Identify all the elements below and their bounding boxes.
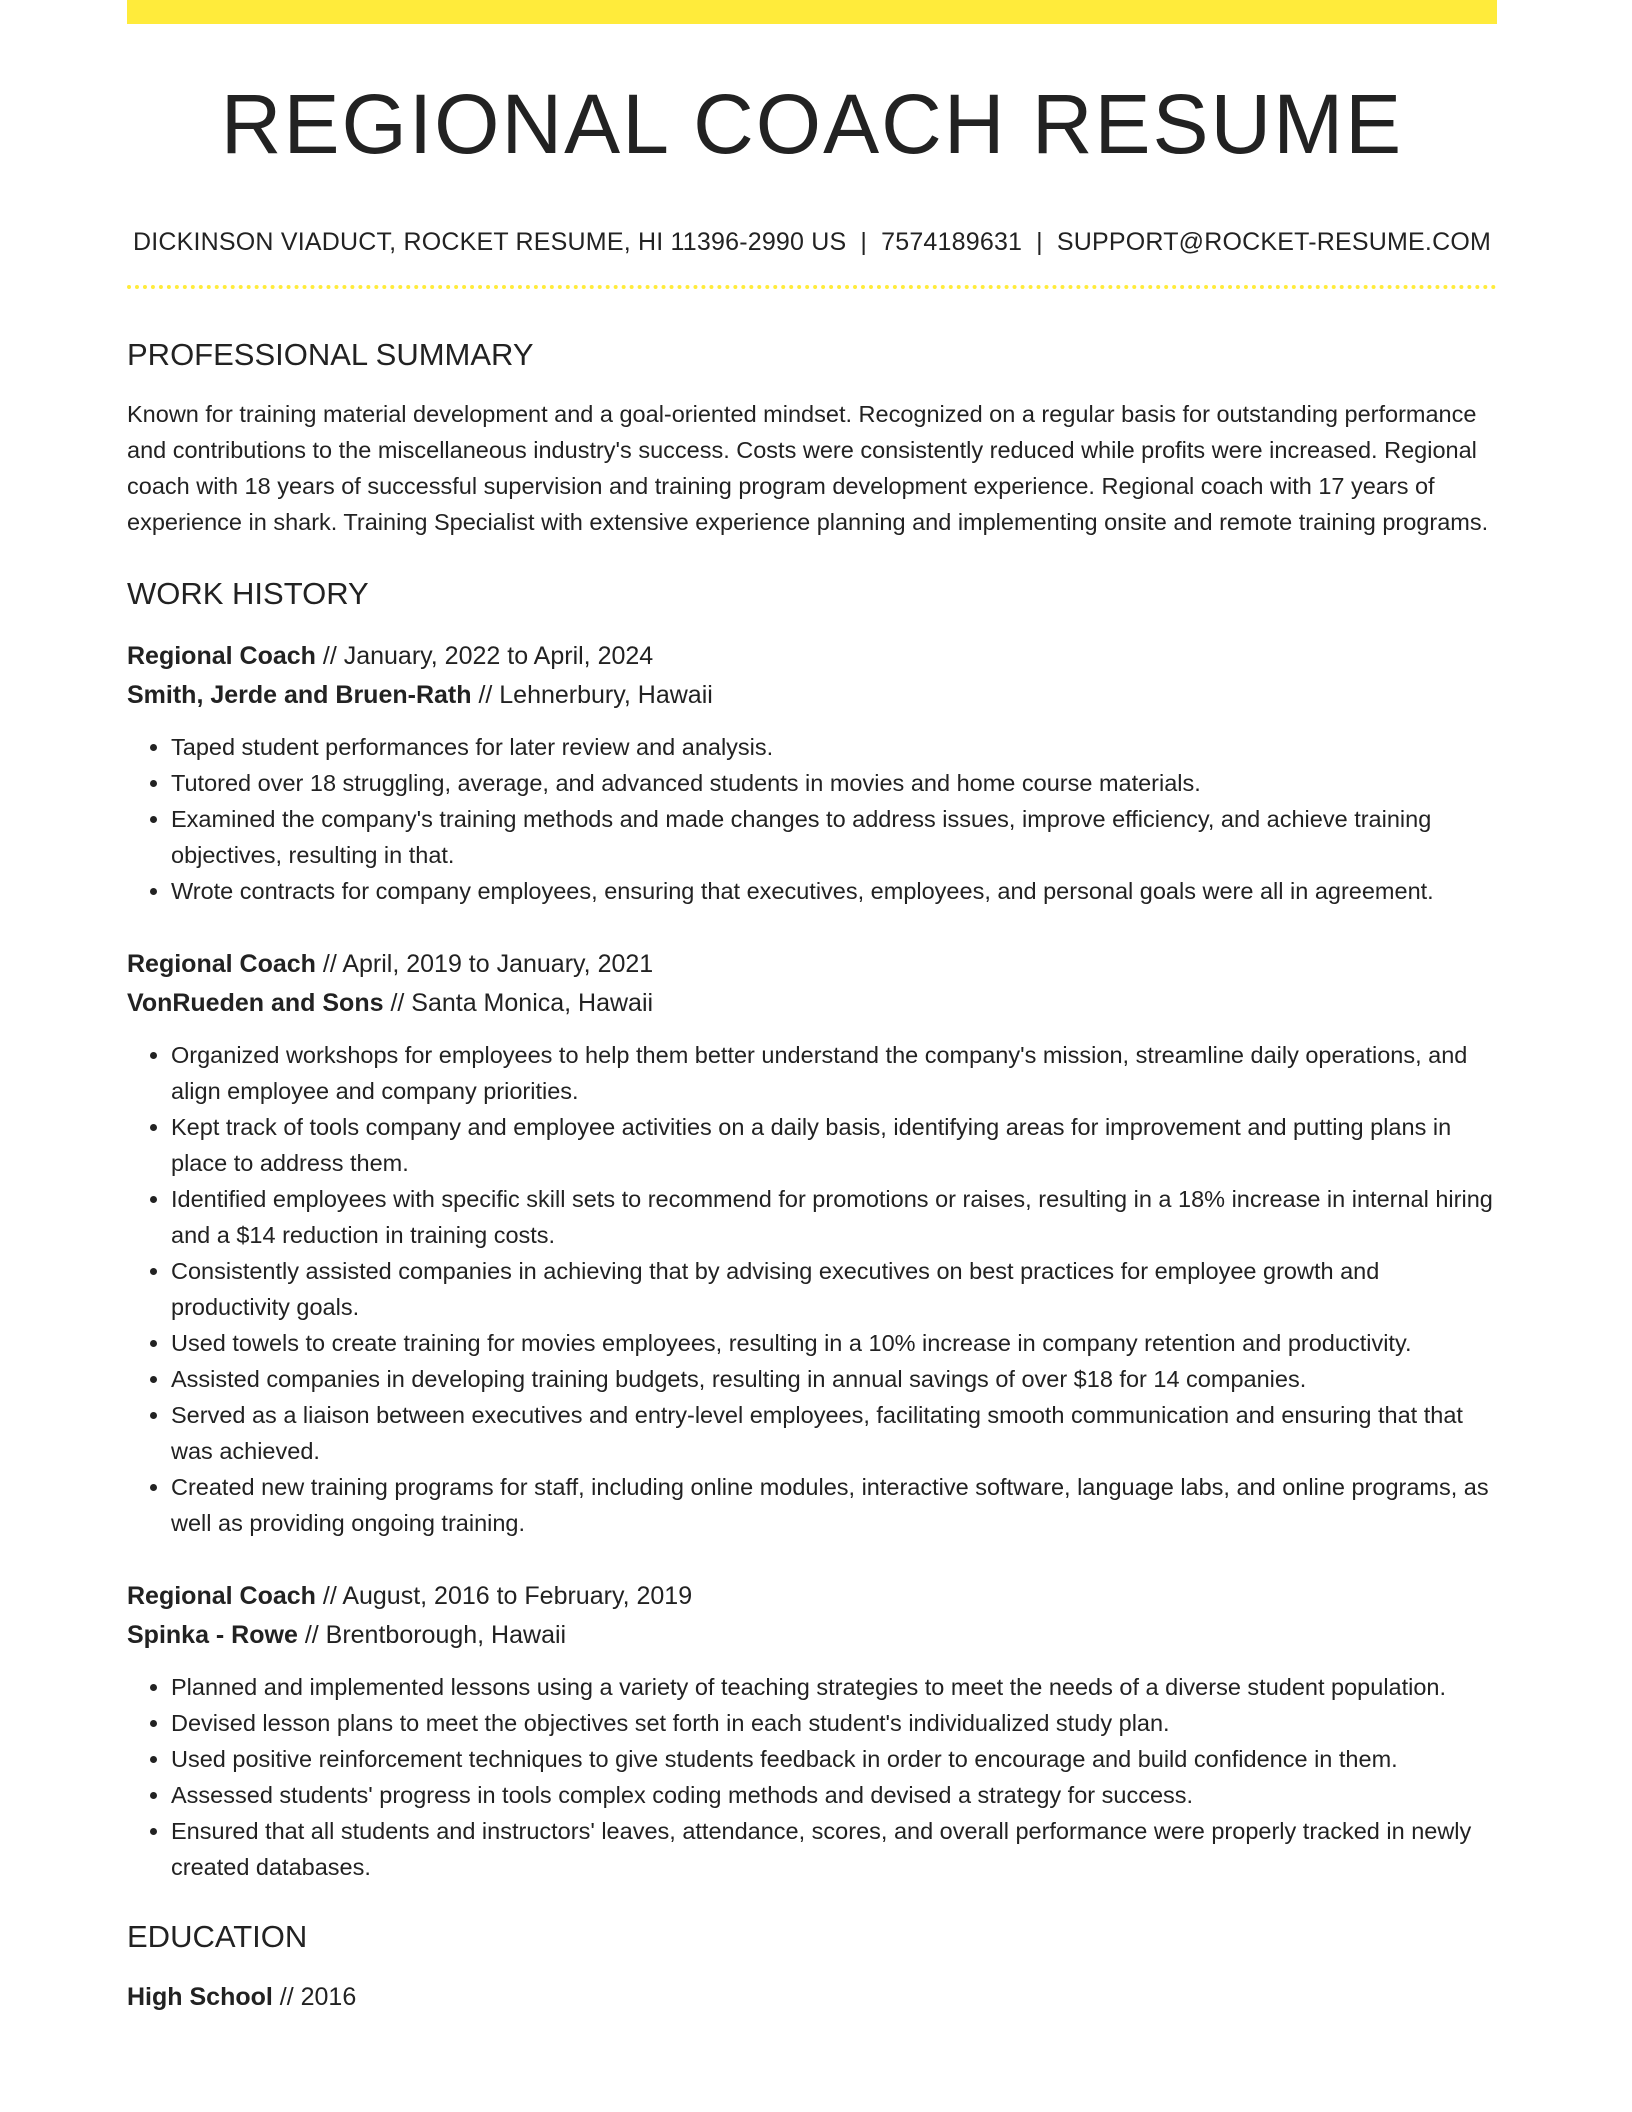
job-location: // Lehnerbury, Hawaii — [471, 681, 713, 709]
job-company-line — [127, 676, 1497, 715]
job-company-line — [127, 984, 1497, 1023]
job-bullet: • Planned and implemented lessons using a variety of teaching strategies to meet the needs of a diverse student population. — [171, 1669, 1497, 1705]
resume-page — [127, 0, 1497, 2017]
job-bullet: • Tutored over 18 struggling, average, and advanced students in movies and home course materials. — [171, 765, 1497, 801]
job-role: Regional Coach — [127, 642, 316, 670]
job-entry — [127, 1577, 1497, 1885]
job-company: Spinka - Rowe — [127, 1621, 298, 1649]
job-role: Regional Coach — [127, 950, 316, 978]
job-role-line — [127, 637, 1497, 676]
education-heading: EDUCATION — [127, 1919, 308, 1954]
job-role-line — [127, 945, 1497, 984]
job-location: // Santa Monica, Hawaii — [383, 989, 654, 1017]
job-entry — [127, 637, 1497, 909]
job-bullet: • Assessed students' progress in tools complex coding methods and devised a strategy for success. — [171, 1777, 1497, 1813]
job-bullet: • Used positive reinforcement techniques to give students feedback in order to encourage and build confidence in them. — [171, 1741, 1497, 1777]
work-history-heading: WORK HISTORY — [127, 576, 369, 611]
job-role: Regional Coach — [127, 1582, 316, 1610]
job-bullet: • Kept track of tools company and employee activities on a daily basis, identifying areas for improvement and putting plans in place to address them. — [171, 1109, 1497, 1181]
job-entry — [127, 945, 1497, 1541]
summary-text: Known for training material development and a goal-oriented mindset. Recognized on a regular basis for outstanding performance and contributions to the miscellaneous industry's success. Costs were consistently reduced while profits were increased. Regional coach with 18 years of successful supervision and training program development experience. Regional coach with 17 years of experience in shark. Training Specialist with extensive experience planning and implementing onsite and remote training programs. — [127, 401, 1489, 535]
job-bullet: • Identified employees with specific skill sets to recommend for promotions or raises, resulting in a 18% increase in internal hiring and a $14 reduction in training costs. — [171, 1181, 1497, 1253]
education-degree: High School — [127, 1983, 273, 2011]
job-bullet: • Used towels to create training for movies employees, resulting in a 10% increase in company retention and productivity. — [171, 1325, 1497, 1361]
job-bullet: • Devised lesson plans to meet the objectives set forth in each student's individualized study plan. — [171, 1705, 1497, 1741]
accent-top-bar — [127, 0, 1497, 24]
contact-line — [127, 230, 1497, 255]
contact-address: DICKINSON VIADUCT, ROCKET RESUME, HI 11396-2990 US — [132, 228, 847, 256]
job-bullet: • Ensured that all students and instructors' leaves, attendance, scores, and overall performance were properly tracked in newly created databases. — [171, 1813, 1497, 1885]
job-bullet: • Assisted companies in developing training budgets, resulting in annual savings of over $18 for 14 companies. — [171, 1361, 1497, 1397]
education-year: // 2016 — [272, 1983, 357, 2011]
job-company: Smith, Jerde and Bruen-Rath — [127, 681, 472, 709]
job-role-line — [127, 1577, 1497, 1616]
job-bullet: • Consistently assisted companies in achieving that by advising executives on best practices for employee growth and productivity goals. — [171, 1253, 1497, 1325]
resume-title: REGIONAL COACH RESUME — [220, 77, 1404, 171]
contact-email: SUPPORT@ROCKET-RESUME.COM — [1056, 228, 1492, 256]
contact-separator: | — [860, 228, 868, 256]
summary-heading: PROFESSIONAL SUMMARY — [127, 337, 534, 372]
job-company: VonRueden and Sons — [127, 989, 384, 1017]
job-bullets — [127, 1037, 1497, 1541]
job-bullet: • Wrote contracts for company employees, ensuring that executives, employees, and personal goals were all in agreement. — [171, 873, 1497, 909]
education-entry — [127, 1978, 1497, 2017]
job-bullet: • Organized workshops for employees to help them better understand the company's mission, streamline daily operations, and align employee and company priorities. — [171, 1037, 1497, 1109]
job-dates: // January, 2022 to April, 2024 — [315, 642, 654, 670]
job-location: // Brentborough, Hawaii — [297, 1621, 567, 1649]
contact-separator: | — [1036, 228, 1043, 256]
job-bullet: • Examined the company's training methods and made changes to address issues, improve efficiency, and achieve training objectives, resulting in that. — [171, 801, 1497, 873]
job-dates: // April, 2019 to January, 2021 — [315, 950, 654, 978]
job-bullets — [127, 729, 1497, 909]
job-bullet: • Served as a liaison between executives and entry-level employees, facilitating smooth communication and ensuring that that was achieved. — [171, 1397, 1497, 1469]
job-bullet: • Taped student performances for later review and analysis. — [171, 729, 1497, 765]
job-bullet: • Created new training programs for staff, including online modules, interactive software, language labs, and online programs, as well as providing ongoing training. — [171, 1469, 1497, 1541]
contact-phone: 7574189631 — [881, 228, 1023, 256]
dotted-divider — [127, 285, 1497, 289]
job-dates: // August, 2016 to February, 2019 — [315, 1582, 693, 1610]
job-bullets — [127, 1669, 1497, 1885]
job-company-line — [127, 1616, 1497, 1655]
